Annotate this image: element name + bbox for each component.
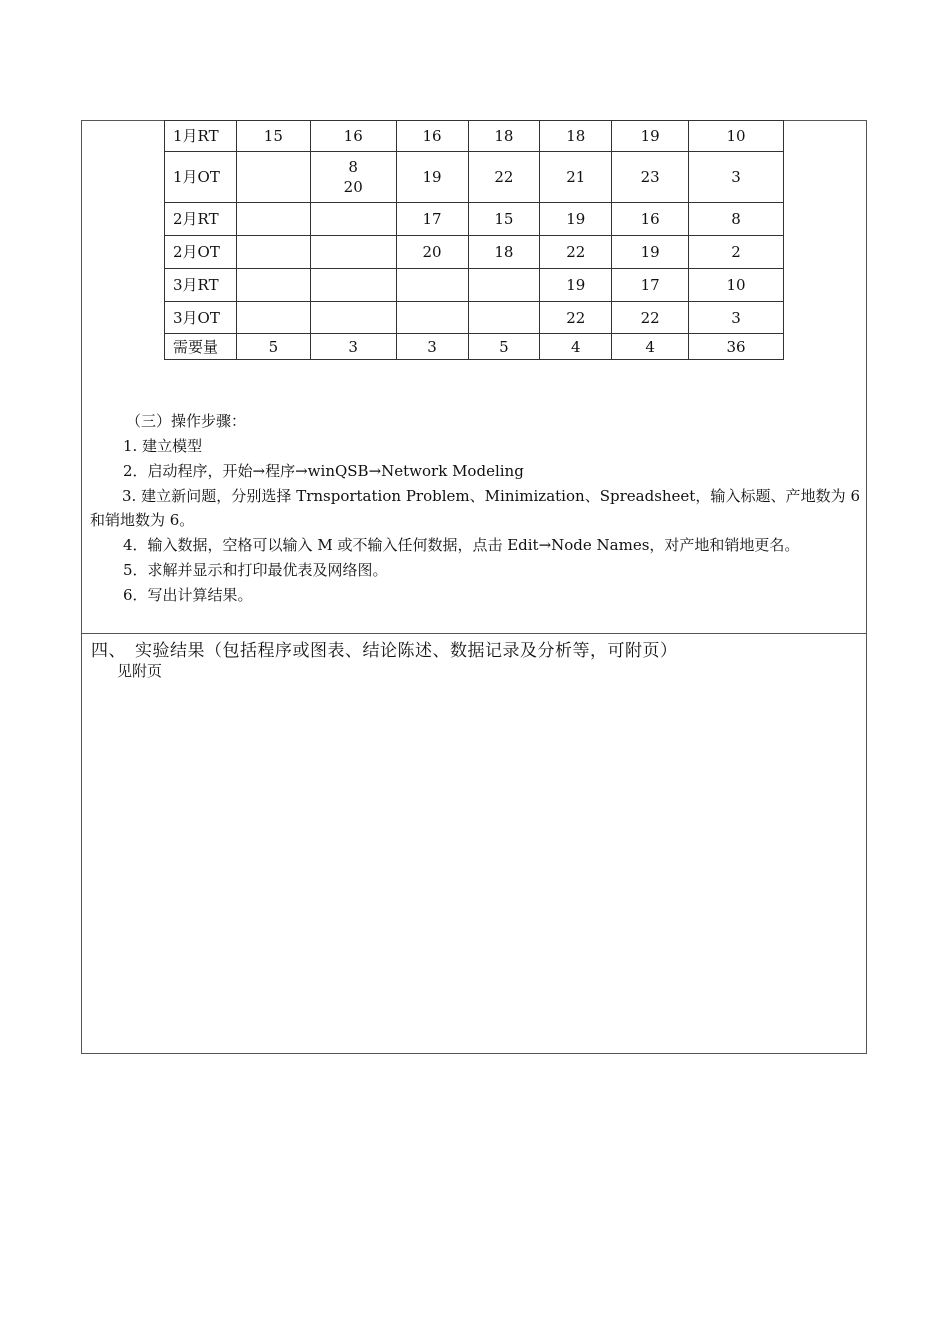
table-cell: 22 [468, 152, 540, 203]
table-cell: 22 [540, 302, 612, 334]
table-cell [310, 302, 396, 334]
step-4: 4．输入数据，空格可以输入 M 或不输入任何数据，点击 Edit→Node Names，对产地和销地更名。 [123, 536, 800, 554]
table-cell: 21 [540, 152, 612, 203]
table-cell: 18 [468, 121, 540, 152]
table-cell: 22 [540, 236, 612, 269]
table-cell: 16 [310, 121, 396, 152]
table-cell: 18 [468, 236, 540, 269]
table-cell: 23 [612, 152, 689, 203]
table-row [165, 203, 784, 236]
table-row [165, 236, 784, 269]
table-cell: 36 [689, 334, 784, 360]
table-cell: 19 [396, 152, 468, 203]
row-label: 需要量 [165, 334, 237, 360]
table-cell: 5 [236, 334, 310, 360]
table-cell: 20 [396, 236, 468, 269]
table-cell [236, 203, 310, 236]
table-cell [310, 203, 396, 236]
table-cell: 5 [468, 334, 540, 360]
table-cell: 10 [689, 121, 784, 152]
step-2: 2．启动程序，开始→程序→winQSB→Network Modeling [123, 462, 524, 480]
table-cell: 16 [396, 121, 468, 152]
table-cell [310, 236, 396, 269]
table-cell [396, 269, 468, 302]
table-cell: 3 [310, 334, 396, 360]
table-cell: 17 [612, 269, 689, 302]
row-label: 2月RT [165, 203, 237, 236]
table-cell [396, 302, 468, 334]
row-label: 3月OT [165, 302, 237, 334]
table-row [165, 152, 784, 203]
table-cell: 19 [540, 269, 612, 302]
step-3: 3. 建立新问题，分别选择 Trnsportation Problem、Minimization、Spreadsheet，输入标题、产地数为 6 和销地数为 6。 [90, 487, 860, 529]
step-1: 1. 建立模型 [123, 437, 203, 455]
row-label: 1月RT [165, 121, 237, 152]
table-cell: 15 [236, 121, 310, 152]
table-cell [236, 152, 310, 203]
row-label: 1月OT [165, 152, 237, 203]
row-label: 3月RT [165, 269, 237, 302]
table-cell [468, 302, 540, 334]
section4-heading: 四、 实验结果（包括程序或图表、结论陈述、数据记录及分析等，可附页） [91, 641, 678, 661]
row-label: 2月OT [165, 236, 237, 269]
table-cell: 15 [468, 203, 540, 236]
table-cell: 2 [689, 236, 784, 269]
table-cell: 8 20 [310, 152, 396, 203]
table-cell: 19 [612, 121, 689, 152]
transport-table [164, 120, 784, 360]
table-cell [236, 302, 310, 334]
table-cell: 3 [689, 152, 784, 203]
step-5: 5．求解并显示和打印最优表及网络图。 [123, 561, 388, 579]
section-divider [81, 633, 867, 634]
table-cell [468, 269, 540, 302]
table-cell: 4 [612, 334, 689, 360]
table-cell: 19 [540, 203, 612, 236]
table-cell: 3 [689, 302, 784, 334]
table-cell: 3 [396, 334, 468, 360]
table-cell: 4 [540, 334, 612, 360]
table-cell: 18 [540, 121, 612, 152]
steps-title: （三）操作步骤： [126, 412, 247, 430]
table-cell: 22 [612, 302, 689, 334]
table-cell: 17 [396, 203, 468, 236]
table-cell [310, 269, 396, 302]
table-cell: 8 [689, 203, 784, 236]
table-row [165, 302, 784, 334]
table-row [165, 269, 784, 302]
table-row [165, 334, 784, 360]
table-cell: 16 [612, 203, 689, 236]
table-cell: 19 [612, 236, 689, 269]
step-6: 6．写出计算结果。 [123, 586, 253, 604]
table-cell [236, 236, 310, 269]
section4-note: 见附页 [117, 662, 163, 680]
table-row [165, 121, 784, 152]
table-cell [236, 269, 310, 302]
table-cell: 10 [689, 269, 784, 302]
